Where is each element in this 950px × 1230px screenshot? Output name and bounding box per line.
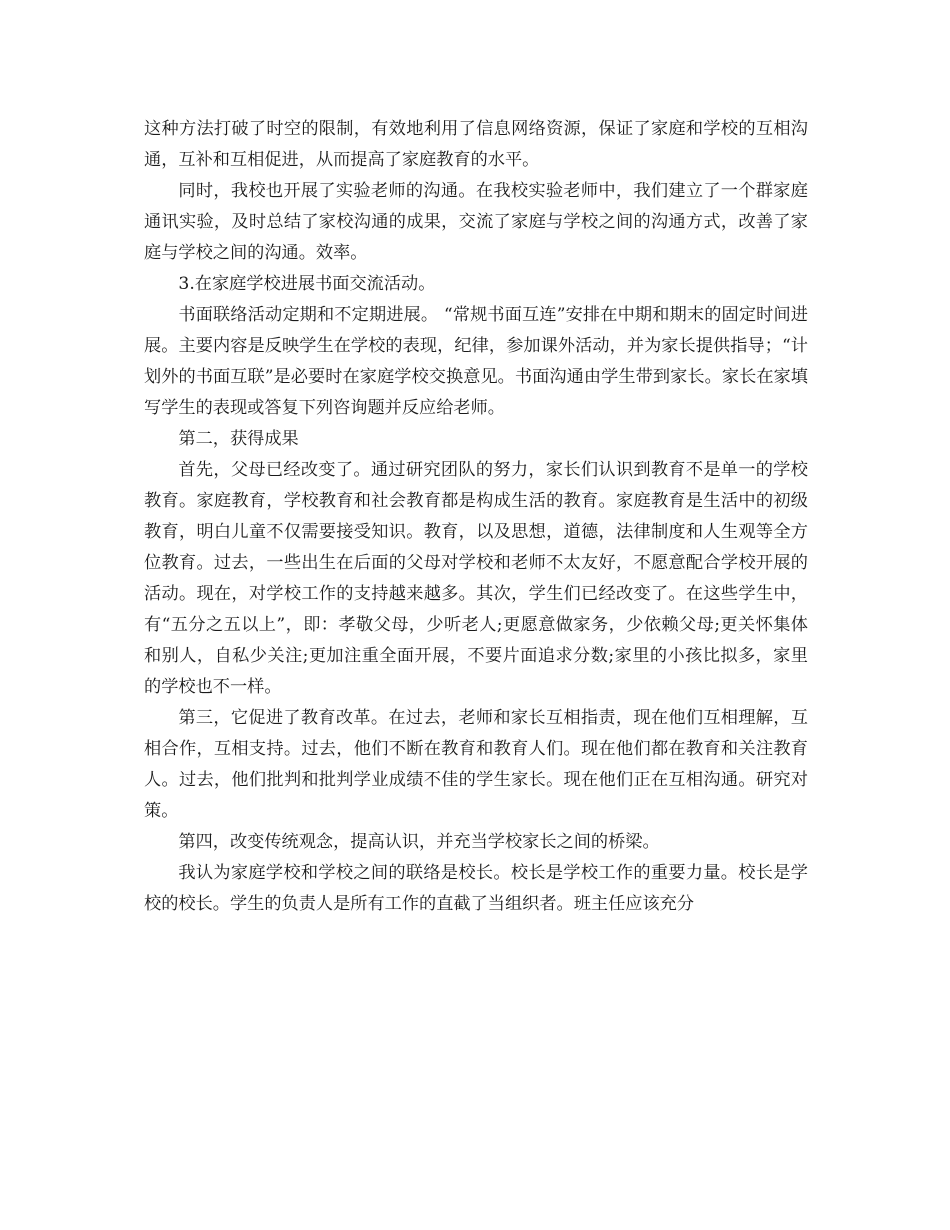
paragraph-5-heading: 第二，获得成果 — [178, 429, 299, 449]
paragraph-4: 书面联络活动定期和不定期进展。 “常规书面互连”安排在中期和期末的固定时间进展。主要内容是反映学生在学校的表现，纪律，参加课外活动，并为家长提供指导；“计划外的书面互联”是必要时在家庭学校交换意见。书面沟通由学生带到家长。家长在家填写学生的表现或答复下列咨询题并反应给老师。 — [144, 305, 808, 418]
paragraph-3-heading: 3.在家庭学校进展书面交流活动。 — [178, 274, 436, 294]
document-body — [144, 114, 808, 920]
paragraph-2: 同时，我校也开展了实验老师的沟通。在我校实验老师中，我们建立了一个群家庭通讯实验，及时总结了家校沟通的成果，交流了家庭与学校之间的沟通方式，改善了家庭与学校之间的沟通。效率。 — [144, 181, 808, 263]
paragraph-6: 首先，父母已经改变了。通过研究团队的努力，家长们认识到教育不是单一的学校教育。家庭教育，学校教育和社会教育都是构成生活的教育。家庭教育是生活中的初级教育，明白儿童不仅需要接受知识。教育，以及思想，道德，法律制度和人生观等全方位教育。过去，一些出生在后面的父母对学校和老师不太友好，不愿意配合学校开展的活动。现在，对学校工作的支持越来越多。其次，学生们已经改变了。在这些学生中，有“五分之五以上”，即：孝敬父母，少听老人;更愿意做家务，少依赖父母;更关怀集体和别人，自私少关注;更加注重全面开展，不要片面追求分数;家里的小孩比拟多，家里的学校也不一样。 — [144, 460, 808, 697]
paragraph-8: 第四，改变传统观念，提高认识，并充当学校家长之间的桥梁。 — [178, 832, 660, 852]
paragraph-9: 我认为家庭学校和学校之间的联络是校长。校长是学校工作的重要力量。校长是学校的校长。学生的负责人是所有工作的直截了当组织者。班主任应该充分 — [144, 863, 808, 914]
paragraph-7: 第三，它促进了教育改革。在过去，老师和家长互相指责，现在他们互相理解，互相合作，互相支持。过去，他们不断在教育和教育人们。现在他们都在教育和关注教育人。过去，他们批判和批判学业成绩不佳的学生家长。现在他们正在互相沟通。研究对策。 — [144, 708, 808, 821]
paragraph-1: 这种方法打破了时空的限制，有效地利用了信息网络资源，保证了家庭和学校的互相沟通，互补和互相促进，从而提高了家庭教育的水平。 — [144, 119, 808, 170]
